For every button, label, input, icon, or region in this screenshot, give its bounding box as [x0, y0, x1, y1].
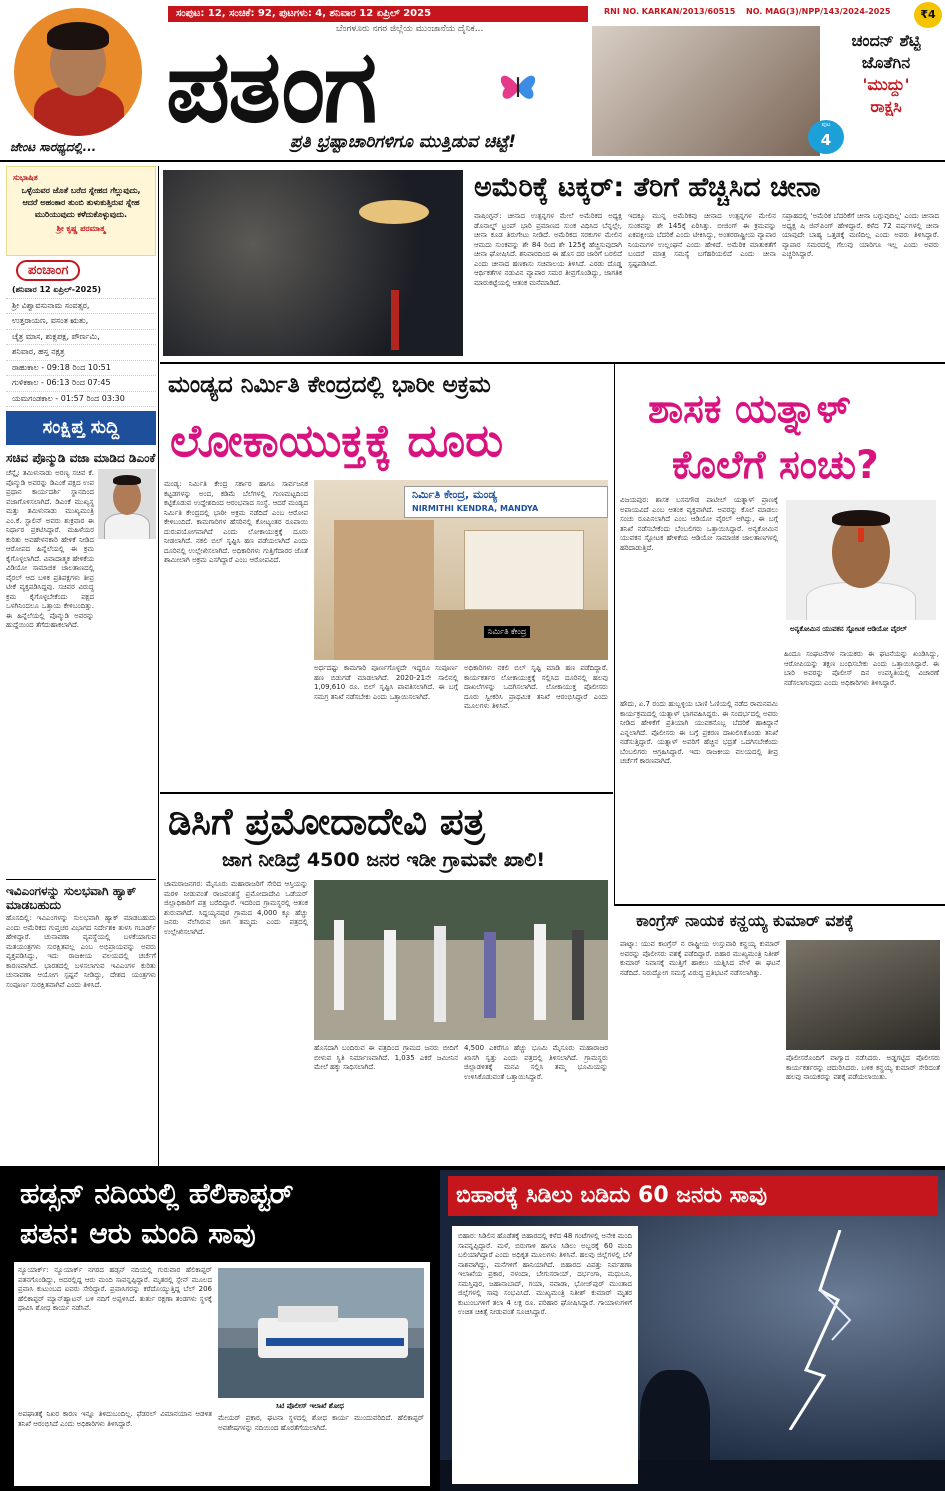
panchanga-row: ಶ್ರೀ ವಿಶ್ವಾವಸುನಾಮ ಸಂವತ್ಸರ, [6, 299, 156, 315]
quote-text: ಒಳ್ಳೆಯವರ ಜೊತೆ ಬರೆದ ಸ್ನೇಹದ ಗೆಲ್ಲುವುದು, ಆದರೆ ಅಹಂಕಾರ ತುಂಬಿ ತುಳುಕುತ್ತಿರುವ ಸ್ನೇಹ ಮುರಿಯುವುದು ಕಳೆದುಕೊಳ್ಳುವುದು. [21, 186, 141, 219]
promo-page-label: ಪುಟ [821, 121, 831, 128]
mandya-kicker: ಮಂಡ್ಯದ ನಿರ್ಮಿತಿ ಕೇಂದ್ರದಲ್ಲಿ ಭಾರೀ ಅಕ್ರಮ [168, 372, 491, 398]
mandya-body-2: ಅರ್ಧದಷ್ಟು ಕಾಮಗಾರಿ ಪೂರ್ಣಗೊಳ್ಳದೇ ಇದ್ದರೂ ಸಂಪೂರ್ಣ ಹಣ ಬಿಡುಗಡೆ ಮಾಡಲಾಗಿದೆ. 2020-21ನೇ ಸಾಲಿನಲ್ಲಿ 1,09,610 ರೂ. ಬಿಲ್ ಸೃಷ್ಟಿಸಿ ಪಾವತಿಸಲಾಗಿದೆ. ಈ ಬಗ್ಗೆ ಸಮಗ್ರ ತನಿಖೆ ನಡೆಸಬೇಕು ಎಂದು ಒತ್ತಾಯಿಸಲಾಗಿದೆ. [314, 664, 458, 701]
panchanga-row: ಉತ್ತರಾಯಣ, ವಸಂತ ಋತು, [6, 314, 156, 330]
pramoda-photo [314, 880, 608, 1040]
mandya-photo-sign-en: NIRMITHI KENDRA, MANDYA [412, 504, 539, 513]
brand-name: ಪತಂಗ [166, 28, 376, 145]
hudson-headline-block [0, 1170, 440, 1256]
panchanga-row: ಶನಿವಾರ, ಹಸ್ತ ನಕ್ಷತ್ರ [6, 345, 156, 361]
pramoda-body-2: ಹೊಸದಾಗಿ ಬಂದಿರುವ ಈ ಪತ್ರದಿಂದ ಗ್ರಾಮದ ಜನರು ಬೀದಿಗೆ ಬೀಳುವ ಸ್ಥಿತಿ ನಿರ್ಮಾಣವಾಗಿದೆ. 1,035 ಎಕರೆ ಜಮೀನಿನ ಮೇಲೆ ಹಕ್ಕು ಸಾಧಿಸಲಾಗಿದೆ. [314, 1044, 458, 1071]
promo-line-1: ಚಂದನ್ ಶೆಟ್ಟಿ [851, 31, 921, 50]
mag-number: NO. MAG(3)/NPP/143/2024-2025 [746, 7, 891, 16]
mandya-body-1: ಮಂಡ್ಯ: ನಿರ್ಮಿತಿ ಕೇಂದ್ರ ಸರ್ಕಾರ ಹಾಗೂ ಸಾರ್ವಜನಿಕ ಕಟ್ಟಡಗಳನ್ನು ಅಂದ, ಕಡಿಮೆ ಬೆಲೆಗಳಲ್ಲಿ ಗುಣಮಟ್ಟದಿಂದ ಕಟ್ಟಿಕೊಡುವ ಉದ್ದೇಶದಿಂದ ಆರಂಭವಾದ ಸಂಸ್ಥೆ. ಆದರೆ ಮಂಡ್ಯದ ನಿರ್ಮಿತಿ ಕೇಂದ್ರದಲ್ಲಿ ಭಾರೀ ಅಕ್ರಮ ನಡೆದಿದೆ ಎಂಬ ಆರೋಪ ಕೇಳಿಬಂದಿದೆ. ಕಾಮಗಾರಿಗಳ ಹೆಸರಿನಲ್ಲಿ ಕೋಟ್ಯಂತರ ರೂಪಾಯಿ ದುರುಪಯೋಗವಾಗಿದೆ ಎಂದು ಲೋಕಾಯುಕ್ತಕ್ಕೆ ದೂರು ನೀಡಲಾಗಿದೆ. ನಕಲಿ ಬಿಲ್ ಸೃಷ್ಟಿಸಿ ಹಣ ಪಡೆಯಲಾಗಿದೆ ಎಂದು ದೂರಿನಲ್ಲಿ ಉಲ್ಲೇಖಿಸಲಾಗಿದೆ. ಅಧಿಕಾರಿಗಳು ಗುತ್ತಿಗೆದಾರರ ಜೊತೆ ಶಾಮೀಲಾಗಿ ಅಕ್ರಮ ಎಸಗಿದ್ದಾರೆ ಎಂಬ ಆರೋಪವಿದೆ. [164, 480, 308, 564]
panchanga-row: ಯಮಗಂಡಕಾಲ - 01:57 ರಿಂದ 03:30 [6, 392, 156, 408]
panchanga-title: ಪಂಚಾಂಗ [16, 260, 80, 281]
lightning-bolt-icon [780, 1230, 870, 1430]
yatnal-headline-2: ಕೊಲೆಗೆ ಸಂಚು? [672, 443, 879, 488]
brand-block [166, 24, 596, 145]
promo-line-4: ರಾಕ್ಷಸಿ [870, 97, 902, 116]
mandya-divider [160, 792, 613, 794]
panchanga-row: ಚೈತ್ರ ಮಾಸ, ಶುಕ್ಲಪಕ್ಷ, ಪೌರ್ಣಮಿ, [6, 330, 156, 346]
masthead-divider [0, 160, 945, 162]
left-column-divider [158, 166, 159, 1166]
lead-body-1: ವಾಷಿಂಗ್ಟನ್: ಚೀನಾದ ಉತ್ಪನ್ನಗಳ ಮೇಲೆ ಅಮೆರಿಕದ ಅಧ್ಯಕ್ಷ ಡೊನಾಲ್ಡ್ ಟ್ರಂಪ್ ಭಾರಿ ಪ್ರಮಾಣದ ಸುಂಕ ವಿಧಿಸಿದ ಬೆನ್ನಲ್ಲೇ, ಚೀನಾ ಕೂಡ ತಿರುಗೇಟು ನೀಡಿದೆ. ಅಮೆರಿಕದ ಸರಕುಗಳ ಮೇಲಿನ ಆಮದು ಸುಂಕವನ್ನು ಶೇ 84 ರಿಂದ ಶೇ 125ಕ್ಕೆ ಹೆಚ್ಚಿಸುವುದಾಗಿ ಚೀನಾ ಘೋಷಿಸಿದೆ. ಶನಿವಾರದಿಂದ ಈ ಹೊಸ ದರ ಜಾರಿಗೆ ಬರಲಿದೆ ಎಂದು ಚೀನಾದ ಹಣಕಾಸು ಸಚಿವಾಲಯ ತಿಳಿಸಿದೆ. ಎರಡು ದೊಡ್ಡ ಆರ್ಥಿಕತೆಗಳ ನಡುವಿನ ವ್ಯಾಪಾರ ಸಮರ ತೀವ್ರಗೊಂಡಿದ್ದು, ಜಾಗತಿಕ ಮಾರುಕಟ್ಟೆಯಲ್ಲಿ ಆತಂಕ ಮನೆಮಾಡಿದೆ. [474, 212, 622, 287]
lead-body-3: ಸಪ್ತಾಹದಲ್ಲಿ 'ಅಮೆರಿಕ ಬೆದರಿಕೆಗೆ ಚೀನಾ ಬಗ್ಗುವುದಿಲ್ಲ' ಎಂದು ಚೀನಾದ ಅಧ್ಯಕ್ಷ ಷಿ ಜಿನ್‌ಪಿಂಗ್ ಹೇಳಿದ್ದಾರೆ. ಕಳೆದ 72 ವರ್ಷಗಳಲ್ಲಿ ಚೀನಾ ಯಾವುದೇ ಬಾಹ್ಯ ಒತ್ತಡಕ್ಕೆ ಮಣಿದಿಲ್ಲ ಎಂದು ಅವರು ತಿಳಿಸಿದ್ದಾರೆ. ವ್ಯಾಪಾರ ಸಮರದಲ್ಲಿ ಗೆಲುವು ಯಾರಿಗೂ ಇಲ್ಲ ಎಂದು ಅವರು ಎಚ್ಚರಿಸಿದ್ದಾರೆ. [782, 212, 939, 258]
yatnal-body-2: ಹೌದು, ಏ.7 ರಂದು ಹುಬ್ಬಳ್ಳಿಯ ಬಾಣಿ ಓಣಿಯಲ್ಲಿ ನಡೆದ ರಾಮನವಮಿ ಕಾರ್ಯಕ್ರಮದಲ್ಲಿ ಯತ್ನಾಳ್ ಭಾಗವಹಿಸಿದ್ದರು. ಈ ಸಂದರ್ಭದಲ್ಲಿ ಅವರು ನೀಡಿದ ಹೇಳಿಕೆಗೆ ಪ್ರತಿಯಾಗಿ ಯುವಕನೊಬ್ಬ ಬೆದರಿಕೆ ಹಾಕಿದ್ದಾನೆ ಎನ್ನಲಾಗಿದೆ. ಪೊಲೀಸರು ಈ ಬಗ್ಗೆ ಪ್ರಕರಣ ದಾಖಲಿಸಿಕೊಂಡು ತನಿಖೆ ನಡೆಸುತ್ತಿದ್ದಾರೆ. ಯತ್ನಾಳ್ ಅವರಿಗೆ ಹೆಚ್ಚಿನ ಭದ್ರತೆ ಒದಗಿಸಬೇಕೆಂದು ಬೆಂಬಲಿಗರು ಆಗ್ರಹಿಸಿದ್ದಾರೆ. ಇದು ರಾಜಕೀಯ ವಲಯದಲ್ಲಿ ತೀವ್ರ ಚರ್ಚೆಗೆ ಕಾರಣವಾಗಿದೆ. [620, 700, 778, 765]
brief-1-body: ಚೆನ್ನೈ: ತಮಿಳುನಾಡು ಅರಣ್ಯ ಸಚಿವ ಕೆ. ಪೊನ್ಮುಡಿ ಅವರನ್ನು ಡಿಎಂಕೆ ಪಕ್ಷದ ಉಪ ಪ್ರಧಾನ ಕಾರ್ಯದರ್ಶಿ ಸ್ಥಾನದಿಂದ ವಜಾಗೊಳಿಸಲಾಗಿದೆ. ಡಿಎಂಕೆ ಮುಖ್ಯಸ್ಥ ಮತ್ತು ತಮಿಳುನಾಡು ಮುಖ್ಯಮಂತ್ರಿ ಎಂ.ಕೆ. ಸ್ಟಾಲಿನ್ ಅವರು ಶುಕ್ರವಾರ ಈ ನಿರ್ಧಾರ ಪ್ರಕಟಿಸಿದ್ದಾರೆ. ಮಹಿಳೆಯರ ಕುರಿತು ಅವಹೇಳನಕಾರಿ ಹೇಳಿಕೆ ನೀಡಿದ ಆರೋಪದ ಹಿನ್ನೆಲೆಯಲ್ಲಿ ಈ ಕ್ರಮ ಕೈಗೊಳ್ಳಲಾಗಿದೆ. ವಿವಾದಾತ್ಮಕ ಹೇಳಿಕೆಯ ವಿಡಿಯೋ ಸಾಮಾಜಿಕ ಜಾಲತಾಣದಲ್ಲಿ ವೈರಲ್ ಆದ ಬಳಿಕ ಪ್ರತಿಪಕ್ಷಗಳು ತೀವ್ರ ಟೀಕೆ ವ್ಯಕ್ತಪಡಿಸಿದ್ದವು. ಸಚಿವರ ವಿರುದ್ಧ ಕ್ರಮ ಕೈಗೊಳ್ಳಬೇಕೆಂದು ಪಕ್ಷದ ಒಳಗಿನಿಂದಲೂ ಒತ್ತಾಯ ಕೇಳಿಬಂದಿತ್ತು. ಈ ಹಿನ್ನೆಲೆಯಲ್ಲಿ ಪೊನ್ಮುಡಿ ಅವರನ್ನು ಹುದ್ದೆಯಿಂದ ತೆಗೆದುಹಾಕಲಾಗಿದೆ. [6, 469, 94, 629]
editor-photo [14, 8, 142, 136]
kanhaiya-photo [786, 940, 940, 1050]
panchanga-row: ರಾಹುಕಾಲ - 09:18 ರಿಂದ 10:51 [6, 361, 156, 377]
yatnal-headline-1: ಶಾಸಕ ಯತ್ನಾಳ್ [648, 387, 851, 432]
mandya-photo-caption: ನಿರ್ಮಿತಿ ಕೇಂದ್ರ [484, 626, 530, 638]
brief-2-headline: ಇವಿಎಂಗಳನ್ನು ಸುಲಭವಾಗಿ ಹ್ಯಾಕ್ ಮಾಡಬಹುದು [6, 879, 156, 912]
pramoda-headline: ಡಿಸಿಗೆ ಪ್ರಮೋದಾದೇವಿ ಪತ್ರ [168, 800, 485, 843]
pramoda-subhead: ಜಾಗ ನೀಡಿದ್ರೆ 4500 ಜನರ ಇಡೀ ಗ್ರಾಮವೇ ಖಾಲಿ! [222, 849, 546, 871]
hudson-body-2: ಅಪಘಾತಕ್ಕೆ ನಿಖರ ಕಾರಣ ಇನ್ನೂ ತಿಳಿದುಬಂದಿಲ್ಲ. ಫೆಡರಲ್ ವಿಮಾನಯಾನ ಆಡಳಿತ ತನಿಖೆ ಆರಂಭಿಸಿದೆ ಎಂದು ಅಧಿಕಾರಿಗಳು ತಿಳಿಸಿದ್ದಾರೆ. [18, 1410, 212, 1428]
pramoda-body-1: ಚಾಮರಾಜನಗರ: ಮೈಸೂರು ಮಹಾರಾಜರಿಗೆ ಸೇರಿದ ಆಸ್ತಿಯನ್ನು ಮರಳಿ ನೀಡುವಂತೆ ರಾಜವಂಶಸ್ಥೆ ಪ್ರಮೋದಾದೇವಿ ಒಡೆಯರ್ ಜಿಲ್ಲಾಧಿಕಾರಿಗೆ ಪತ್ರ ಬರೆದಿದ್ದಾರೆ. ಇದರಿಂದ ಗ್ರಾಮಸ್ಥರಲ್ಲಿ ಆತಂಕ ಶುರುವಾಗಿದೆ. ಸಿದ್ದಯ್ಯನಪುರ ಗ್ರಾಮದ 4,000 ಕ್ಕೂ ಹೆಚ್ಚು ಜನರು ನೆಲೆಸಿರುವ ಜಾಗ ತಮ್ಮದು ಎಂದು ಪತ್ರದಲ್ಲಿ ಉಲ್ಲೇಖಿಸಲಾಗಿದೆ. [164, 880, 308, 936]
promo-photo [592, 26, 820, 156]
hudson-headline-2: ಪತನ: ಆರು ಮಂದಿ ಸಾವು [20, 1217, 256, 1250]
yatnal-photo [786, 500, 936, 620]
editor-sign: ಜೇಂಟ ಸಾರಥ್ಯದಲ್ಲಿ... [10, 140, 97, 154]
panchanga-list [6, 283, 156, 407]
yatnal-body-3: ಹಿಂದೂ ಸಂಘಟನೆಗಳ ನಾಯಕರು ಈ ಘಟನೆಯನ್ನು ಖಂಡಿಸಿದ್ದು, ಆರೋಪಿಯನ್ನು ತಕ್ಷಣ ಬಂಧಿಸಬೇಕು ಎಂದು ಒತ್ತಾಯಿಸಿದ್ದಾರೆ. ಈ ಬಾರಿ ಅವರನ್ನು ಪೊಲೀಸ್ ದಿನ ಉಪಸ್ಥಿತಿಯಲ್ಲಿ ವಿಚಾರಣೆ ನಡೆಸಲಾಗುವುದು ಎಂದು ಅಧಿಕಾರಿಗಳು ತಿಳಿಸಿದ್ದಾರೆ. [784, 650, 939, 687]
quote-label: ಸುಭಾಷಿತ [13, 173, 38, 182]
bihar-headline-bar [448, 1176, 938, 1216]
brief-1-headline: ಸಚಿವ ಪೊನ್ಮುಡಿ ವಜಾ ಮಾಡಿದ ಡಿಎಂಕೆ [6, 451, 156, 465]
hudson-photo [218, 1268, 424, 1398]
butterfly-logo-icon [496, 64, 540, 108]
center-right-divider [614, 364, 615, 904]
lead-photo [163, 170, 463, 356]
hudson-body-1: ನ್ಯೂಯಾರ್ಕ್: ನ್ಯೂಯಾರ್ಕ್ ನಗರದ ಹಡ್ಸನ್ ನದಿಯಲ್ಲಿ ಗುರುವಾರ ಹೆಲಿಕಾಪ್ಟರ್ ಪತನಗೊಂಡಿದ್ದು, ಅದರಲ್ಲಿದ್ದ ಆರು ಮಂದಿ ಸಾವನ್ನಪ್ಪಿದ್ದಾರೆ. ಮೃತರಲ್ಲಿ ಸ್ಪೇನ್ ಮೂಲದ ಪ್ರವಾಸಿ ಕುಟುಂಬದ ಐವರು ಸೇರಿದ್ದಾರೆ. ಪ್ರವಾಸಿಗರನ್ನು ಕರೆದೊಯ್ಯುತ್ತಿದ್ದ ಬೆಲ್ 206 ಹೆಲಿಕಾಪ್ಟರ್ ಮ್ಯಾನ್‌ಹ್ಯಾಟನ್ ಬಳಿ ನದಿಗೆ ಅಪ್ಪಳಿಸಿದೆ. ತುರ್ತು ರಕ್ಷಣಾ ತಂಡಗಳು ಸ್ಥಳಕ್ಕೆ ಧಾವಿಸಿ ಶೋಧ ಕಾರ್ಯ ನಡೆಸಿವೆ. [18, 1266, 212, 1312]
bihar-headline: ಬಿಹಾರಕ್ಕೆ ಸಿಡಿಲು ಬಡಿದು 60 ಜನರು ಸಾವು [456, 1183, 767, 1208]
kanhaiya-headline: ಕಾಂಗ್ರೆಸ್ ನಾಯಕ ಕನ್ಹಯ್ಯ ಕುಮಾರ್ ವಶಕ್ಕೆ [636, 911, 854, 930]
yatnal-photo-caption: ಅನ್ಯಕೋಮಿನ ಯುವಕನ ಸ್ಟೋಟಕ ಆಡಿಯೋ ವೈರಲ್ [790, 625, 907, 633]
quote-author: ಶ್ರೀ ಕೃಷ್ಣ ಪರಮಾತ್ಮ [56, 224, 106, 233]
mandya-headline: ಲೋಕಾಯುಕ್ತಕ್ಕೆ ದೂರು [170, 414, 504, 467]
issue-line: ಸಂಪುಟ: 12, ಸಂಚಿಕೆ: 92, ಪುಟಗಳು: 4, ಶನಿವಾರ 12 ಏಪ್ರಿಲ್ 2025 [168, 6, 588, 22]
promo-text [830, 30, 942, 118]
brief-1-photo [98, 469, 156, 539]
pramoda-body-3: 4,500 ಎಕರೆಗೂ ಹೆಚ್ಚು ಭೂಮಿ ಮೈಸೂರು ಮಹಾರಾಜರ ಖಾಸಗಿ ಸ್ವತ್ತು ಎಂದು ಪತ್ರದಲ್ಲಿ ತಿಳಿಸಲಾಗಿದೆ. ಗ್ರಾಮಸ್ಥರು ಜಿಲ್ಲಾಡಳಿತಕ್ಕೆ ಮನವಿ ಸಲ್ಲಿಸಿ ತಮ್ಮ ಭೂಮಿಯನ್ನು ಉಳಿಸಿಕೊಡುವಂತೆ ಒತ್ತಾಯಿಸಿದ್ದಾರೆ. [464, 1044, 608, 1081]
hudson-body-3: ಮೇಯರ್ ಪ್ರಕಾರ, ಘಟನಾ ಸ್ಥಳದಲ್ಲಿ ಶೋಧ ಕಾರ್ಯ ಮುಂದುವರಿದಿದೆ. ಹೆಲಿಕಾಪ್ಟರ್ ಅವಶೇಷಗಳನ್ನು ನದಿಯಿಂದ ಹೊರತೆಗೆಯಲಾಗಿದೆ. [218, 1414, 424, 1432]
yatnal-body-1: ವಿಜಯಪುರ: ಶಾಸಕ ಬಸನಗೌಡ ಪಾಟೀಲ್ ಯತ್ನಾಳ್ ಪ್ರಾಣಕ್ಕೆ ಅಪಾಯವಿದೆ ಎಂಬ ಆತಂಕ ವ್ಯಕ್ತವಾಗಿದೆ. ಅವರನ್ನು ಕೊಲೆ ಮಾಡಲು ಸಂಚು ರೂಪಿಸಲಾಗಿದೆ ಎಂಬ ಆಡಿಯೋ ವೈರಲ್ ಆಗಿದ್ದು, ಈ ಬಗ್ಗೆ ತನಿಖೆ ನಡೆಸಬೇಕೆಂದು ಬೆಂಬಲಿಗರು ಒತ್ತಾಯಿಸಿದ್ದಾರೆ. ಅನ್ಯಕೋಮಿನ ಯುವಕನ ಸ್ಟೋಟಕ ಹೇಳಿಕೆಯ ಆಡಿಯೋ ಸಾಮಾಜಿಕ ಜಾಲತಾಣಗಳಲ್ಲಿ ಹರಿದಾಡುತ್ತಿದೆ. [620, 496, 778, 552]
panchanga-row: ಗುಳಿಕಕಾಲ - 06:13 ರಿಂದ 07:45 [6, 376, 156, 392]
lead-headline: ಅಮೆರಿಕ್ಕೆ ಟಕ್ಕರ್: ತೆರಿಗೆ ಹೆಚ್ಚಿಸಿದ ಚೀನಾ [474, 172, 821, 203]
mandya-photo-sign: ನಿರ್ಮಿತಿ ಕೇಂದ್ರ, ಮಂಡ್ಯ [412, 488, 497, 501]
price-badge: ₹4 [914, 2, 942, 28]
bihar-body: ಬಿಹಾರ: ಸಿಡಿಲಿನ ಹೊಡೆತಕ್ಕೆ ಬಿಹಾರದಲ್ಲಿ ಕಳೆದ 48 ಗಂಟೆಗಳಲ್ಲಿ ಅನೇಕ ಮಂದಿ ಸಾವನ್ನಪ್ಪಿದ್ದಾರೆ. ಮಳೆ, ಬಿರುಗಾಳಿ ಹಾಗೂ ಸಿಡಿಲು ಅಬ್ಬರಕ್ಕೆ 60 ಮಂದಿ ಬಲಿಯಾಗಿದ್ದಾರೆ ಎಂದು ಅಧಿಕೃತ ಮೂಲಗಳು ತಿಳಿಸಿವೆ. ಹಲವು ಜಿಲ್ಲೆಗಳಲ್ಲಿ ಬೆಳೆ ನಾಶವಾಗಿದ್ದು, ಮನೆಗಳಿಗೆ ಹಾನಿಯಾಗಿದೆ. ಬಿಹಾರದ ವಿಪತ್ತು ನಿರ್ವಹಣಾ ಇಲಾಖೆಯ ಪ್ರಕಾರ, ನಳಂದಾ, ಬೇಗುಸರಾಯ್, ದರ್ಭಂಗಾ, ಮಧುಬನಿ, ಸಮಸ್ತಿಪುರ, ಜಹಾನಾಬಾದ್, ಗಯಾ, ನವಾಡಾ, ಭೋಜ್‌ಪುರ್ ಮುಂತಾದ ಜಿಲ್ಲೆಗಳಲ್ಲಿ ಸಾವು ಸಂಭವಿಸಿದೆ. ಮುಖ್ಯಮಂತ್ರಿ ನಿತೀಶ್ ಕುಮಾರ್ ಮೃತರ ಕುಟುಂಬಗಳಿಗೆ ತಲಾ 4 ಲಕ್ಷ ರೂ. ಪರಿಹಾರ ಘೋಷಿಸಿದ್ದಾರೆ. ಗಾಯಾಳುಗಳಿಗೆ ಉಚಿತ ಚಿಕಿತ್ಸೆ ನೀಡುವಂತೆ ಸೂಚಿಸಿದ್ದಾರೆ. [452, 1226, 638, 1484]
yatnal-divider [614, 904, 945, 906]
quote-box [6, 166, 156, 256]
hudson-headline-1: ಹಡ್ಸನ್ ನದಿಯಲ್ಲಿ ಹೆಲಿಕಾಪ್ಟರ್ [20, 1177, 294, 1210]
promo-page-num: 4 [820, 131, 832, 149]
promo-line-2: ಜೊತೆಗಿನ [861, 53, 911, 72]
tagline: ಪ್ರತಿ ಭ್ರಷ್ಟಾಚಾರಿಗಳಿಗೂ ಮುತ್ತಿಡುವ ಚಿಟ್ಟೆ! [290, 132, 517, 152]
kanhaiya-body-1: ಪಾಟ್ನಾ: ಯುವ ಕಾಂಗ್ರೆಸ್ ನ ರಾಷ್ಟ್ರೀಯ ಉಸ್ತುವಾರಿ ಕನ್ಹಯ್ಯ ಕುಮಾರ್ ಅವರನ್ನು ಪೊಲೀಸರು ವಶಕ್ಕೆ ಪಡೆದಿದ್ದಾರೆ. ಬಿಹಾರ ಮುಖ್ಯಮಂತ್ರಿ ನಿತೀಶ್ ಕುಮಾರ್ ನಿವಾಸಕ್ಕೆ ಮುತ್ತಿಗೆ ಹಾಕಲು ಯತ್ನಿಸಿದ ವೇಳೆ ಈ ಘಟನೆ ನಡೆದಿದೆ. ನಿರುದ್ಯೋಗ ಸಮಸ್ಯೆ ವಿರುದ್ಧ ಪ್ರತಿಭಟನೆ ನಡೆಸಲಾಗಿತ್ತು. [620, 940, 780, 977]
panchanga-row: (ಶನಿವಾರ 12 ಏಪ್ರಿಲ್-2025) [6, 283, 156, 299]
promo-line-3: 'ಮುದ್ದು' [862, 75, 910, 94]
samkshipta-header: ಸಂಕ್ಷಿಪ್ತ ಸುದ್ದಿ [6, 411, 156, 445]
rni-number: RNI NO. KARKAN/2013/60515 [604, 7, 736, 16]
left-column [6, 166, 156, 1204]
promo-page-badge [808, 120, 844, 154]
mandya-photo [314, 480, 608, 660]
kanhaiya-body-2: ಪೊಲೀಸರೊಂದಿಗೆ ವಾಗ್ವಾದ ನಡೆಸಿದರು. ಅಡ್ಡಗಟ್ಟಿದ ಪೊಲೀಸರು ಕಾರ್ಯಕರ್ತರನ್ನು ಚದುರಿಸಿದರು. ಬಳಿಕ ಕನ್ಹಯ್ಯ ಕುಮಾರ್ ಸೇರಿದಂತೆ ಹಲವು ನಾಯಕರನ್ನು ವಶಕ್ಕೆ ಪಡೆಯಲಾಯಿತು. [786, 1054, 940, 1081]
lead-divider [160, 362, 945, 364]
hudson-photo-caption: ಸಿಟಿ ಪೊಲೀಸ್ ಇಲಾಖೆ ಶೋಧ [276, 1402, 344, 1410]
brief-2-body: ಹೊಸದಿಲ್ಲಿ: ಇವಿಎಂಗಳನ್ನು ಸುಲಭವಾಗಿ ಹ್ಯಾಕ್ ಮಾಡಬಹುದು ಎಂದು ಅಮೆರಿಕದ ಗುಪ್ತಚರ ವಿಭಾಗದ ನಿರ್ದೇಶಕಿ ತುಳಸಿ ಗಬಾರ್ಡ್ ಹೇಳಿದ್ದಾರೆ. ಚುನಾವಣಾ ವ್ಯವಸ್ಥೆಯಲ್ಲಿ ಬಳಕೆಯಾಗುವ ಮತಯಂತ್ರಗಳು ಸುರಕ್ಷಿತವಲ್ಲ ಎಂಬ ಅಭಿಪ್ರಾಯವನ್ನು ಅವರು ವ್ಯಕ್ತಪಡಿಸಿದ್ದು, ಇದು ರಾಜಕೀಯ ವಲಯದಲ್ಲಿ ಚರ್ಚೆಗೆ ಕಾರಣವಾಗಿದೆ. ಭಾರತದಲ್ಲಿ ಬಳಸಲಾಗುವ ಇವಿಎಂಗಳ ಕುರಿತು ಚುನಾವಣಾ ಆಯೋಗ ಸ್ಪಷ್ಟನೆ ನೀಡಿದ್ದು, ದೇಶದ ಯಂತ್ರಗಳು ಸಂಪೂರ್ಣ ಸುರಕ್ಷಿತವಾಗಿವೆ ಎಂದು ತಿಳಿಸಿದೆ. [6, 914, 156, 989]
brand-subtitle: ಬೆಂಗಳೂರು ನಗರ ಜಿಲ್ಲೆಯ ಮುಂಜಾನೆಯ ದೈನಿಕ... [336, 24, 484, 34]
mandya-body-3: ಅಧಿಕಾರಿಗಳು ನಕಲಿ ಬಿಲ್ ಸೃಷ್ಟಿ ಮಾಡಿ ಹಣ ಪಡೆದಿದ್ದಾರೆ. ಕಾರ್ಯಕರ್ತರ ಲೋಕಾಯುಕ್ತಕ್ಕೆ ಸಲ್ಲಿಸಿದ ದೂರಿನಲ್ಲಿ ಹಲವು ದಾಖಲೆಗಳನ್ನು ಒದಗಿಸಲಾಗಿದೆ. ಲೋಕಾಯುಕ್ತ ಪೊಲೀಸರು ದೂರು ಸ್ವೀಕರಿಸಿ ಪ್ರಾಥಮಿಕ ತನಿಖೆ ಆರಂಭಿಸಿದ್ದಾರೆ ಎಂದು ಮೂಲಗಳು ತಿಳಿಸಿವೆ. [464, 664, 608, 710]
lead-body-2: ಇದಕ್ಕೂ ಮುನ್ನ ಅಮೆರಿಕವು ಚೀನಾದ ಉತ್ಪನ್ನಗಳ ಮೇಲಿನ ಸುಂಕವನ್ನು ಶೇ 145ಕ್ಕೆ ಏರಿಸಿತ್ತು. ಬೀಜಿಂಗ್ ಈ ಕ್ರಮವನ್ನು ಏಕಪಕ್ಷೀಯ ಬೆದರಿಕೆ ಎಂದು ಟೀಕಿಸಿದ್ದು, ಅಂತರರಾಷ್ಟ್ರೀಯ ವ್ಯಾಪಾರ ನಿಯಮಗಳ ಉಲ್ಲಂಘನೆ ಎಂದು ಹೇಳಿದೆ. ಅಮೆರಿಕ ಮಾತುಕತೆಗೆ ಬಂದರೆ ಮಾತ್ರ ಸಮಸ್ಯೆ ಬಗೆಹರಿಯಲಿದೆ ಎಂದು ಚೀನಾ ಸ್ಪಷ್ಟಪಡಿಸಿದೆ. [628, 212, 776, 268]
